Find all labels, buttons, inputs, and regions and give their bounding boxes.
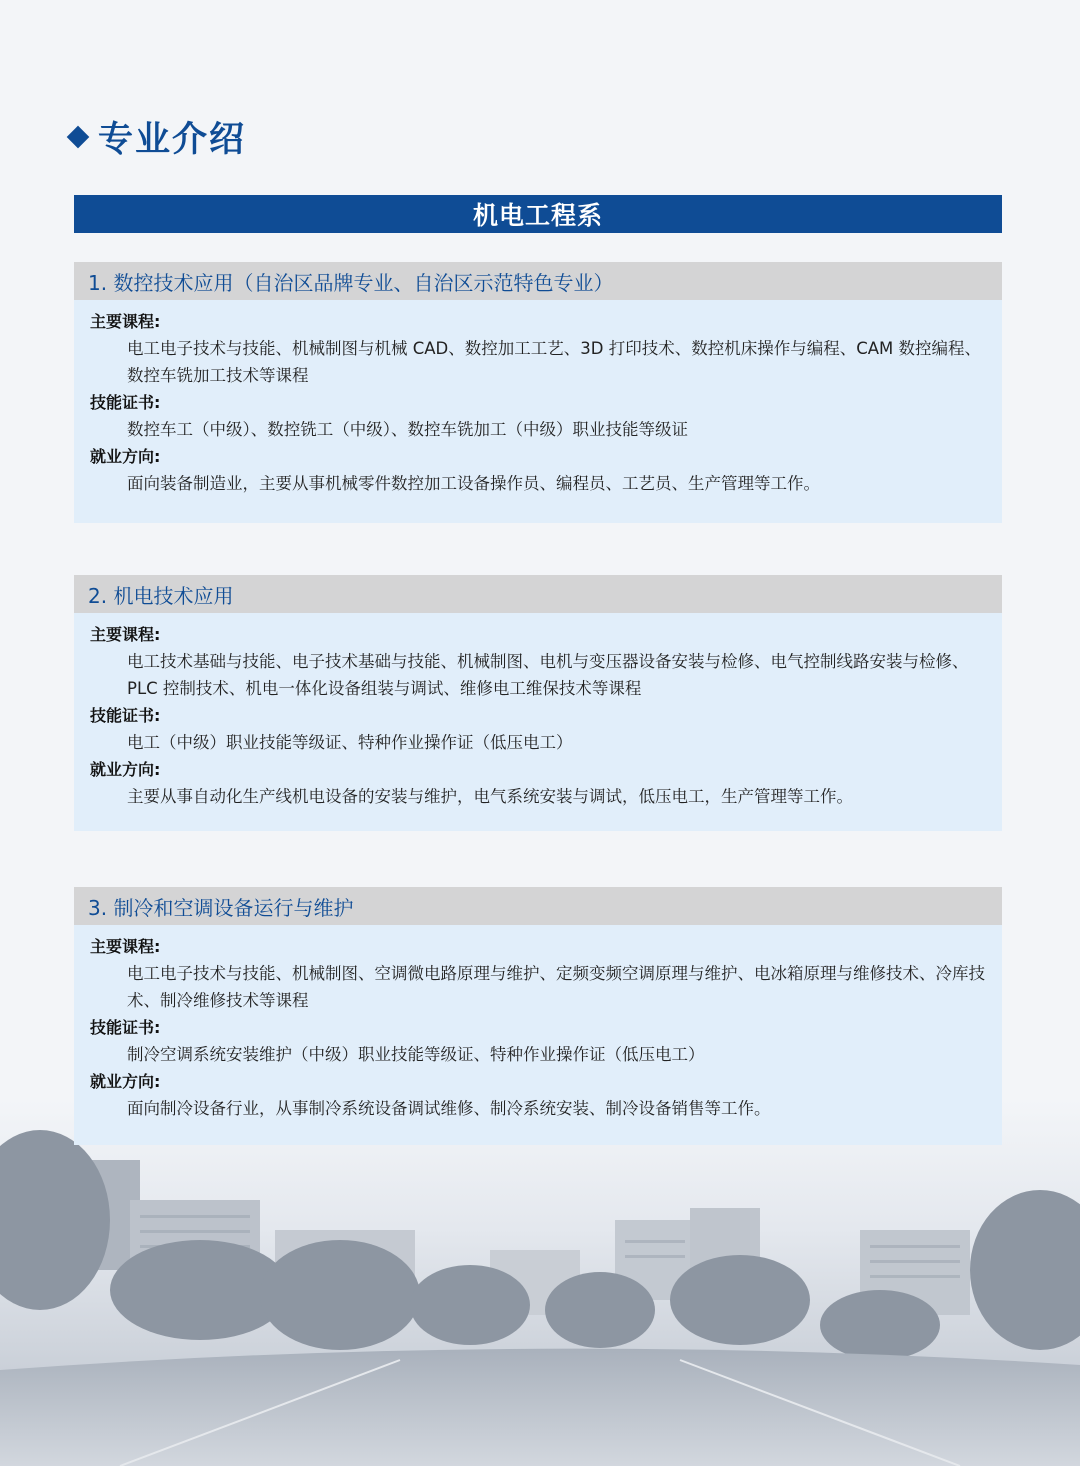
courses-label: 主要课程: [90, 937, 161, 956]
page-heading [66, 112, 246, 162]
certificate-text: 电工（中级）职业技能等级证、特种作业操作证（低压电工） [127, 733, 573, 752]
major-title: 3. 制冷和空调设备运行与维护 [88, 895, 354, 920]
major-title-bar [74, 262, 1002, 300]
courses-label: 主要课程: [90, 625, 161, 644]
certificate-text: 制冷空调系统安装维护（中级）职业技能等级证、特种作业操作证（低压电工） [127, 1045, 705, 1064]
certificate-label: 技能证书: [90, 1018, 161, 1037]
career-text: 面向装备制造业，主要从事机械零件数控加工设备操作员、编程员、工艺员、生产管理等工作。 [127, 474, 820, 493]
certificate-text: 数控车工（中级）、数控铣工（中级）、数控车铣加工（中级）职业技能等级证 [127, 420, 688, 439]
major-card-2 [74, 575, 1002, 831]
career-text: 主要从事自动化生产线机电设备的安装与维护，电气系统安装与调试，低压电工，生产管理等工作。 [127, 787, 853, 806]
major-details [74, 925, 1002, 1145]
courses-text: 电工技术基础与技能、电子技术基础与技能、机械制图、电机与变压器设备安装与检修、电气控制线路安装与检修、PLC 控制技术、机电一体化设备组装与调试、维修电工维保技术等课程 [127, 652, 969, 698]
career-label: 就业方向: [90, 447, 161, 466]
career-text: 面向制冷设备行业，从事制冷系统设备调试维修、制冷系统安装、制冷设备销售等工作。 [127, 1099, 771, 1118]
major-title-bar [74, 887, 1002, 925]
major-title-bar [74, 575, 1002, 613]
major-details [74, 300, 1002, 523]
diamond-bullet-icon [67, 126, 90, 149]
major-details [74, 613, 1002, 831]
major-card-3 [74, 887, 1002, 1145]
certificate-label: 技能证书: [90, 393, 161, 412]
campus-backdrop-image [0, 1100, 1080, 1466]
courses-text: 电工电子技术与技能、机械制图、空调微电路原理与维护、定频变频空调原理与维护、电冰箱原理与维修技术、冷库技术、制冷维修技术等课程 [127, 964, 985, 1010]
courses-label: 主要课程: [90, 312, 161, 331]
major-title: 1. 数控技术应用（自治区品牌专业、自治区示范特色专业） [88, 270, 614, 295]
certificate-label: 技能证书: [90, 706, 161, 725]
department-title-bar [74, 195, 1002, 233]
page-title: 专业介绍 [98, 120, 247, 160]
courses-text: 电工电子技术与技能、机械制图与机械 CAD、数控加工工艺、3D 打印技术、数控机床操作与编程、CAM 数控编程、数控车铣加工技术等课程 [127, 339, 981, 385]
major-card-1 [74, 262, 1002, 523]
career-label: 就业方向: [90, 760, 161, 779]
career-label: 就业方向: [90, 1072, 161, 1091]
department-title: 机电工程系 [472, 201, 603, 230]
major-title: 2. 机电技术应用 [88, 583, 234, 608]
